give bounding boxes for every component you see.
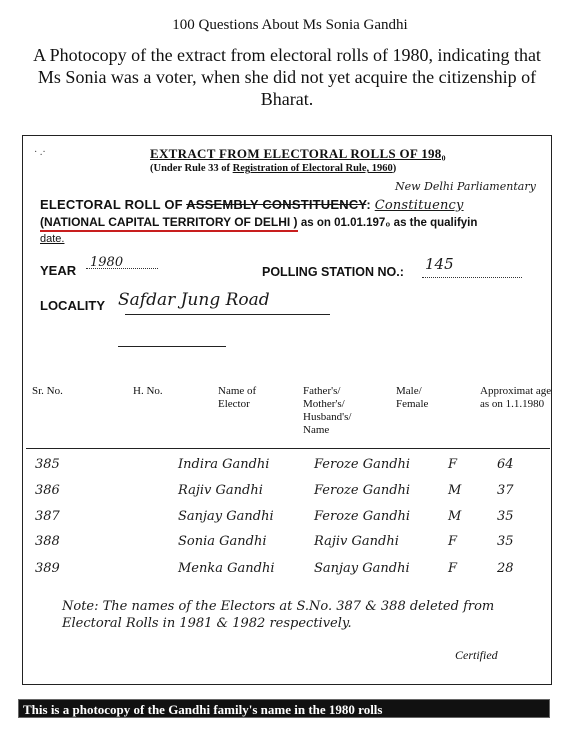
roll-of-label: ELECTORAL ROLL OF [40, 197, 187, 212]
col-sr-no: Sr. No. [32, 385, 63, 397]
intro-paragraph: A Photocopy of the extract from electoral rolls of 1980, indicating that Ms Sonia was a voter, when she did not yet acquire the citizenship of Bharat. [33, 45, 541, 109]
row-1-sex: F [448, 457, 458, 472]
year-dotted-line [86, 268, 158, 269]
year-label: YEAR [40, 263, 77, 278]
row-4-age: 35 [497, 534, 514, 549]
row-1-name: Indira Gandhi [178, 457, 270, 472]
row-5-sex: F [448, 561, 458, 576]
rule-name: Registration of Electoral Rule, 1960 [232, 163, 393, 174]
row-2-sr: 386 [35, 483, 60, 498]
nct-underlined: (NATIONAL CAPITAL TERRITORY OF DELHI ) [40, 215, 298, 232]
row-4-sex: F [448, 534, 458, 549]
row-3-age: 35 [497, 509, 514, 524]
rule-suffix: ) [392, 163, 397, 174]
parliamentary-handwritten: New Delhi Parliamentary [395, 180, 536, 193]
col-name-of-elector: Name of Elector [218, 385, 257, 410]
row-1-sr: 385 [35, 457, 60, 472]
roll-of-colon: : [366, 197, 371, 212]
roll-of-struck: ASSEMBLY CONSTITUENCY [186, 197, 367, 212]
locality-underline [125, 314, 330, 315]
extract-title: EXTRACT FROM ELECTORAL ROLLS OF 198₀ [150, 146, 446, 161]
polling-station-dotted-line [422, 277, 522, 278]
row-4-name: Sonia Gandhi [178, 534, 267, 549]
row-2-sex: M [448, 483, 462, 498]
row-3-name: Sanjay Gandhi [178, 509, 274, 524]
certified-stamp: Certified [455, 648, 498, 662]
nct-line [40, 215, 477, 229]
photo-caption: This is a photocopy of the Gandhi family's name in the 1980 rolls [18, 699, 550, 718]
header-rule [26, 448, 550, 449]
polling-station-value: 145 [425, 255, 454, 273]
row-5-age: 28 [497, 561, 514, 576]
row-3-sex: M [448, 509, 462, 524]
year-value: 1980 [90, 255, 124, 270]
row-2-name: Rajiv Gandhi [178, 483, 263, 498]
rule-prefix: (Under Rule 33 of [150, 163, 233, 174]
page-title: 100 Questions About Ms Sonia Gandhi [172, 17, 408, 33]
row-2-relation: Feroze Gandhi [314, 483, 411, 498]
row-1-age: 64 [497, 457, 514, 472]
as-on-date: as on 01.01.197₀ as the qualifyin [300, 217, 478, 229]
row-5-relation: Sanjay Gandhi [314, 561, 410, 576]
col-relation-name: Father's/ Mother's/ Husband's/ Name [303, 385, 352, 436]
polling-station-label: POLLING STATION NO.: [262, 265, 404, 279]
row-5-name: Menka Gandhi [178, 561, 275, 576]
roll-of-handwritten: Constituency [374, 198, 464, 213]
row-4-relation: Rajiv Gandhi [314, 534, 399, 549]
electoral-roll-of [40, 197, 464, 213]
col-h-no: H. No. [133, 385, 163, 397]
row-3-sr: 387 [35, 509, 60, 524]
photocopy-speck: · .· [34, 147, 46, 158]
col-age: Approximat age as on 1.1.1980 [480, 385, 552, 410]
locality-label: LOCALITY [40, 298, 105, 313]
row-5-sr: 389 [35, 561, 60, 576]
col-sex: Male/ Female [396, 385, 429, 410]
handwritten-note: Note: The names of the Electors at S.No. 387 & 388 deleted from Electoral Rolls in 1981 & 1982 respectively. [62, 599, 495, 631]
blank-underline [118, 346, 226, 347]
rule-reference [150, 163, 396, 174]
row-2-age: 37 [497, 483, 514, 498]
row-3-relation: Feroze Gandhi [314, 509, 411, 524]
locality-value: Safdar Jung Road [118, 290, 270, 310]
date-word: date. [40, 233, 65, 245]
row-4-sr: 388 [35, 534, 60, 549]
row-1-relation: Feroze Gandhi [314, 457, 411, 472]
